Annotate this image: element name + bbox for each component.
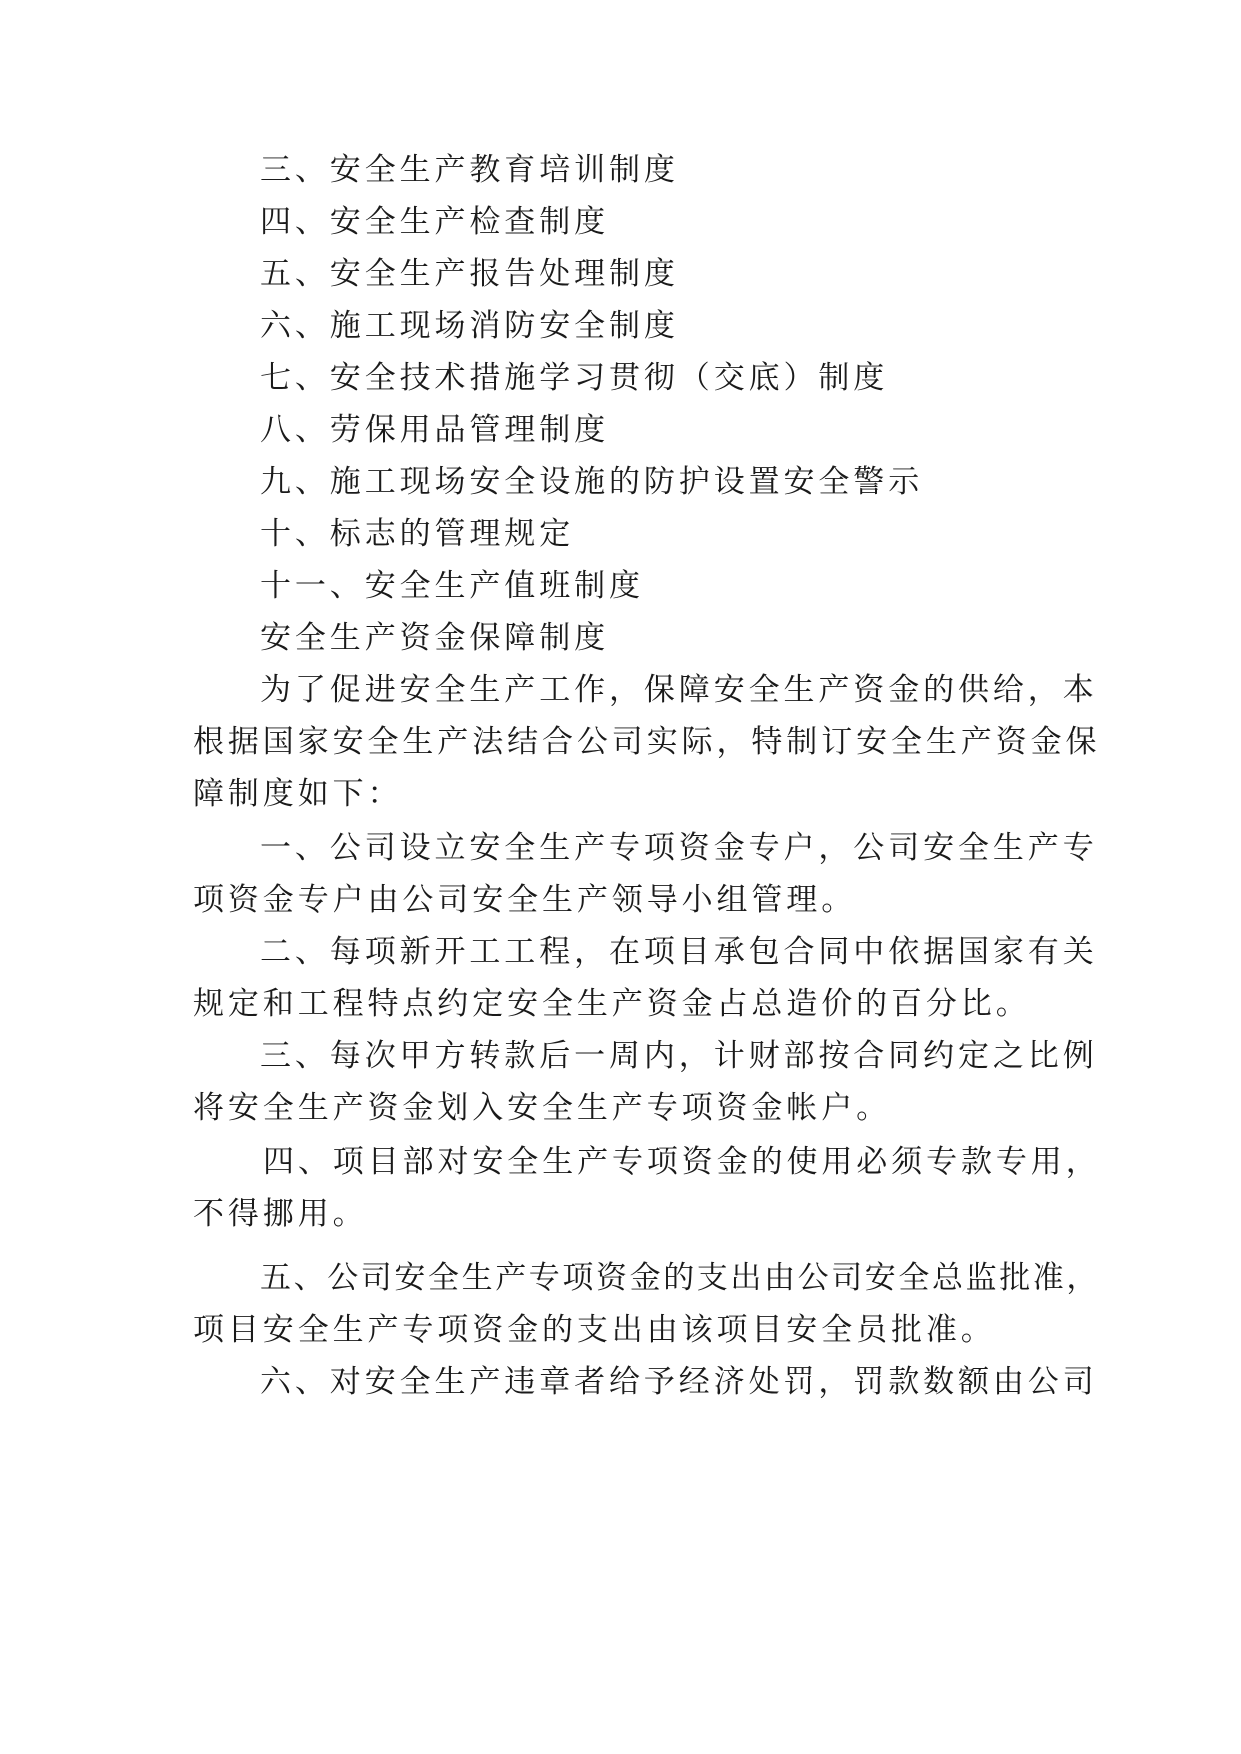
paragraph-line: 三、每次甲方转款后一周内，计财部按合同约定之比例: [260, 1038, 1098, 1074]
paragraph-line: 将安全生产资金划入安全生产专项资金帐户。: [193, 1090, 891, 1126]
list-item-10: 十、标志的管理规定: [260, 516, 575, 552]
list-item-6: 六、施工现场消防安全制度: [260, 308, 679, 344]
paragraph-line: 不得挪用。: [193, 1196, 368, 1232]
paragraph-line: 四、项目部对安全生产专项资金的使用必须专款专用，: [263, 1144, 1101, 1180]
list-item-11: 十一、安全生产值班制度: [260, 568, 644, 604]
paragraph-line: 六、对安全生产违章者给予经济处罚，罚款数额由公司: [260, 1364, 1098, 1400]
paragraph-line: 项资金专户由公司安全生产领导小组管理。: [193, 882, 857, 918]
list-item-9: 九、施工现场安全设施的防护设置安全警示: [260, 464, 924, 500]
list-item-4: 四、安全生产检查制度: [260, 204, 609, 240]
list-item-3: 三、安全生产教育培训制度: [260, 152, 679, 188]
paragraph-line: 项目安全生产专项资金的支出由该项目安全员批准。: [193, 1312, 996, 1348]
paragraph-line: 规定和工程特点约定安全生产资金占总造价的百分比。: [193, 986, 1031, 1022]
paragraph-line: 一、公司设立安全生产专项资金专户，公司安全生产专: [260, 830, 1098, 866]
list-item-5: 五、安全生产报告处理制度: [260, 256, 679, 292]
list-item-8: 八、劳保用品管理制度: [260, 412, 609, 448]
paragraph-line: 五、公司安全生产专项资金的支出由公司安全总监批准，: [260, 1260, 1100, 1296]
paragraph-line: 二、每项新开工工程，在项目承包合同中依据国家有关: [260, 934, 1098, 970]
section-heading: 安全生产资金保障制度: [260, 620, 609, 656]
paragraph-line: 为了促进安全生产工作，保障安全生产资金的供给，本: [260, 672, 1098, 708]
paragraph-line: 根据国家安全生产法结合公司实际，特制订安全生产资金保: [193, 724, 1101, 760]
list-item-7: 七、安全技术措施学习贯彻（交底）制度: [260, 360, 889, 396]
paragraph-line: 障制度如下：: [193, 776, 403, 812]
